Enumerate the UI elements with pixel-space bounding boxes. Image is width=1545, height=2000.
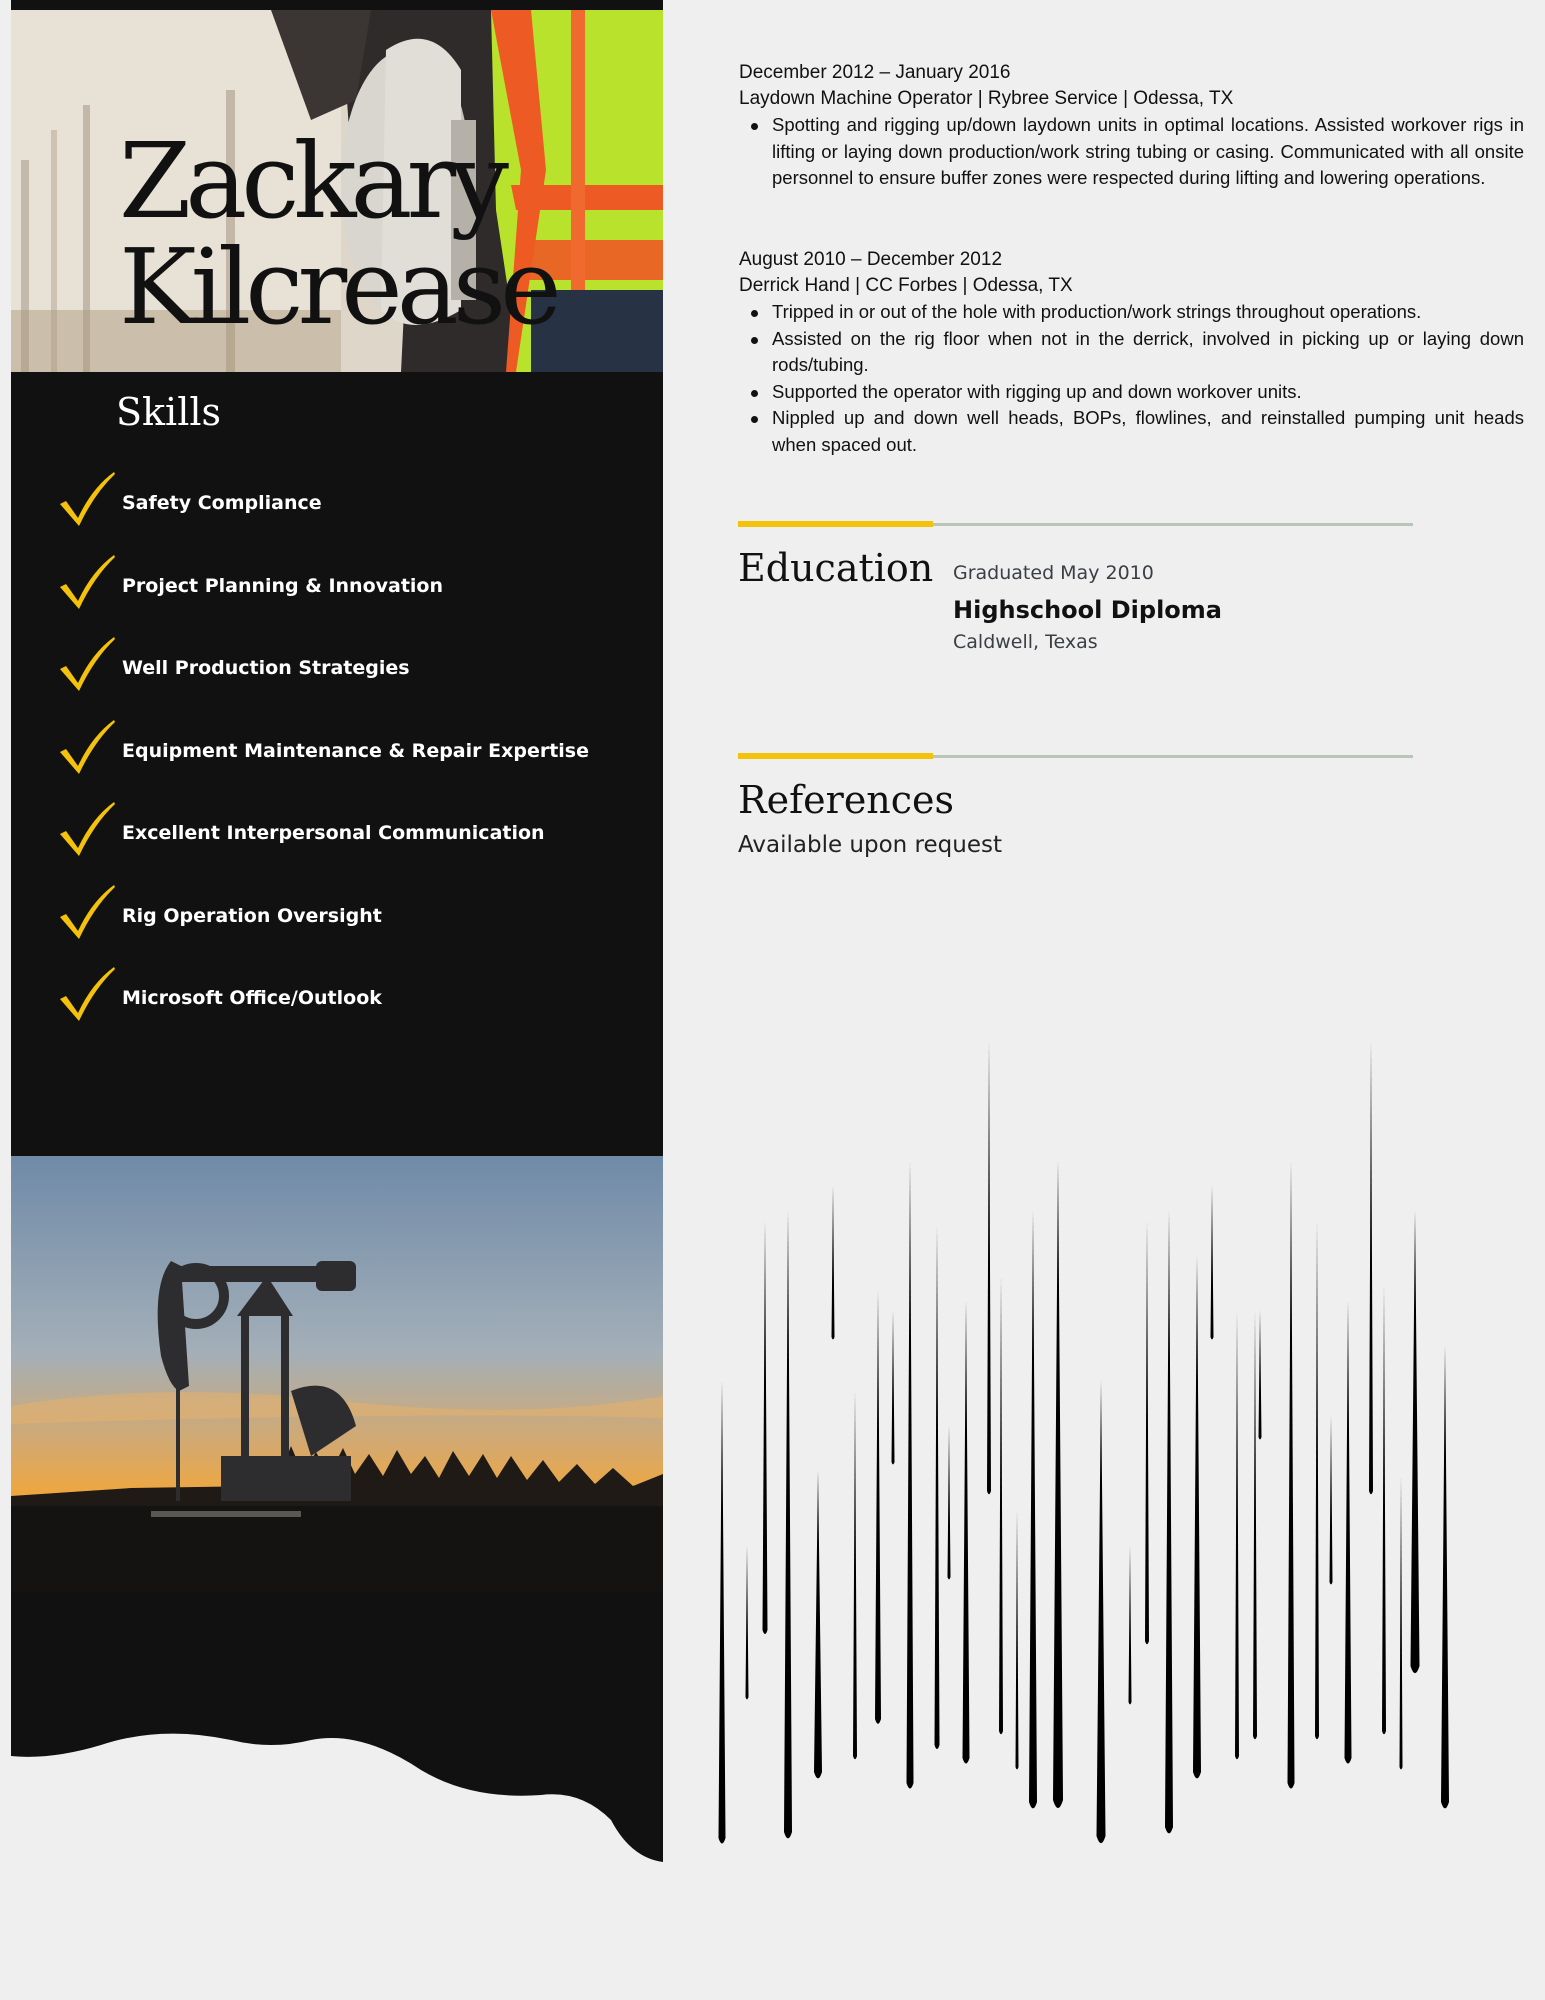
wave-shape <box>11 1730 663 1862</box>
drip-shape <box>1369 1040 1373 1494</box>
drip-shape <box>1400 1475 1403 1769</box>
job-bullets <box>739 112 1524 192</box>
experience-entry <box>739 60 1524 192</box>
bottom-dark-panel <box>11 1592 663 1732</box>
job-title: Laydown Machine Operator | Rybree Service | Odessa, TX <box>739 88 1234 109</box>
drip-shape <box>892 1310 895 1464</box>
drip-shape <box>1411 1210 1420 1673</box>
drip-shape <box>935 1225 940 1749</box>
job-bullet: Spotting and rigging up/down laydown units in optimal locations. Assisted workover rigs in lifting or laying down production/work string tubing or casing. Communicated with all onsite personnel to ensure buffer zones were respected during lifting and lowering operations. <box>772 112 1524 192</box>
job-bullet: Tripped in or out of the hole with production/work strings throughout operations. <box>772 299 1524 326</box>
checkmark-icon <box>58 635 116 693</box>
drip-shape <box>963 1300 970 1764</box>
drip-shape <box>1253 1310 1257 1739</box>
skills-heading: Skills <box>116 390 222 434</box>
drip-shape <box>763 1220 768 1634</box>
education-location: Caldwell, Texas <box>953 631 1098 653</box>
skill-label: Safety Compliance <box>122 492 322 514</box>
first-name: Zackary <box>119 120 504 242</box>
drip-shape <box>832 1185 835 1339</box>
skill-label: Project Planning & Innovation <box>122 574 444 597</box>
references-text: Available upon request <box>738 832 1002 858</box>
drip-shape <box>999 1275 1003 1734</box>
references-divider <box>738 753 1413 759</box>
drip-shape <box>1129 1545 1132 1704</box>
divider-accent <box>738 521 933 527</box>
experience-entry <box>739 247 1524 458</box>
drip-shape <box>1345 1300 1352 1764</box>
skill-label: Microsoft Office/Outlook <box>122 987 382 1009</box>
checkmark-icon <box>58 965 116 1023</box>
divider-rule <box>933 523 1413 526</box>
decorative-drips <box>700 1020 1480 1870</box>
drip-shape <box>784 1210 792 1838</box>
drip-shape <box>948 1425 951 1579</box>
education-degree: Highschool Diploma <box>953 596 1222 624</box>
job-bullet: Nippled up and down well heads, BOPs, flowlines, and reinstalled pumping unit heads when spaced out. <box>772 405 1524 458</box>
candidate-name <box>119 120 556 348</box>
drip-shape <box>1016 1510 1019 1769</box>
skill-label: Rig Operation Oversight <box>122 904 382 927</box>
drip-shape <box>746 1545 749 1699</box>
pumpjack-sunset-image <box>11 1156 663 1592</box>
skill-label: Well Production Strategies <box>122 657 410 679</box>
last-name: Kilcrease <box>119 226 556 348</box>
divider-accent <box>738 753 933 759</box>
drip-shape <box>1330 1415 1333 1584</box>
education-graduated: Graduated May 2010 <box>953 562 1154 584</box>
drip-shape <box>814 1470 822 1778</box>
drip-shape <box>719 1380 726 1844</box>
job-title: Derrick Hand | CC Forbes | Odessa, TX <box>739 275 1073 296</box>
checkmark-icon <box>58 553 116 611</box>
job-dates: December 2012 – January 2016 <box>739 62 1011 83</box>
drip-shape <box>1029 1210 1037 1808</box>
checkmark-icon <box>58 718 116 776</box>
education-heading: Education <box>738 546 934 590</box>
drip-shape <box>987 1040 991 1494</box>
drip-shape <box>1165 1210 1173 1833</box>
drip-shape <box>1235 1310 1239 1759</box>
drip-shape <box>1259 1310 1262 1439</box>
skill-label: Equipment Maintenance & Repair Expertise <box>122 739 590 762</box>
skill-label: Excellent Interpersonal Communication <box>122 822 545 844</box>
drip-shape <box>1441 1345 1449 1808</box>
drip-shape <box>875 1290 881 1724</box>
checkmark-icon <box>58 800 116 858</box>
job-bullet: Assisted on the rig floor when not in the derrick, involved in picking up or laying down rods/tubing. <box>772 326 1524 379</box>
references-heading: References <box>738 778 955 822</box>
job-dates: August 2010 – December 2012 <box>739 249 1003 270</box>
drip-shape <box>1315 1220 1319 1739</box>
drip-shape <box>1053 1160 1063 1808</box>
checkmark-icon <box>58 470 116 528</box>
job-bullet: Supported the operator with rigging up and down workover units. <box>772 379 1524 406</box>
divider-rule <box>933 755 1413 758</box>
drip-shape <box>1145 1220 1149 1644</box>
drip-shape <box>1193 1255 1201 1778</box>
pumpjack-photo <box>11 1156 663 1592</box>
education-divider <box>738 521 1413 527</box>
drip-shape <box>1097 1380 1106 1843</box>
drip-shape <box>907 1160 914 1789</box>
top-bar <box>11 0 663 10</box>
drip-shape <box>1211 1185 1214 1339</box>
drip-shape <box>1382 1285 1386 1734</box>
drip-shape <box>853 1390 857 1759</box>
checkmark-icon <box>58 883 116 941</box>
drip-shape <box>1288 1160 1295 1789</box>
hero-photo <box>11 10 663 372</box>
job-bullets <box>739 299 1524 458</box>
